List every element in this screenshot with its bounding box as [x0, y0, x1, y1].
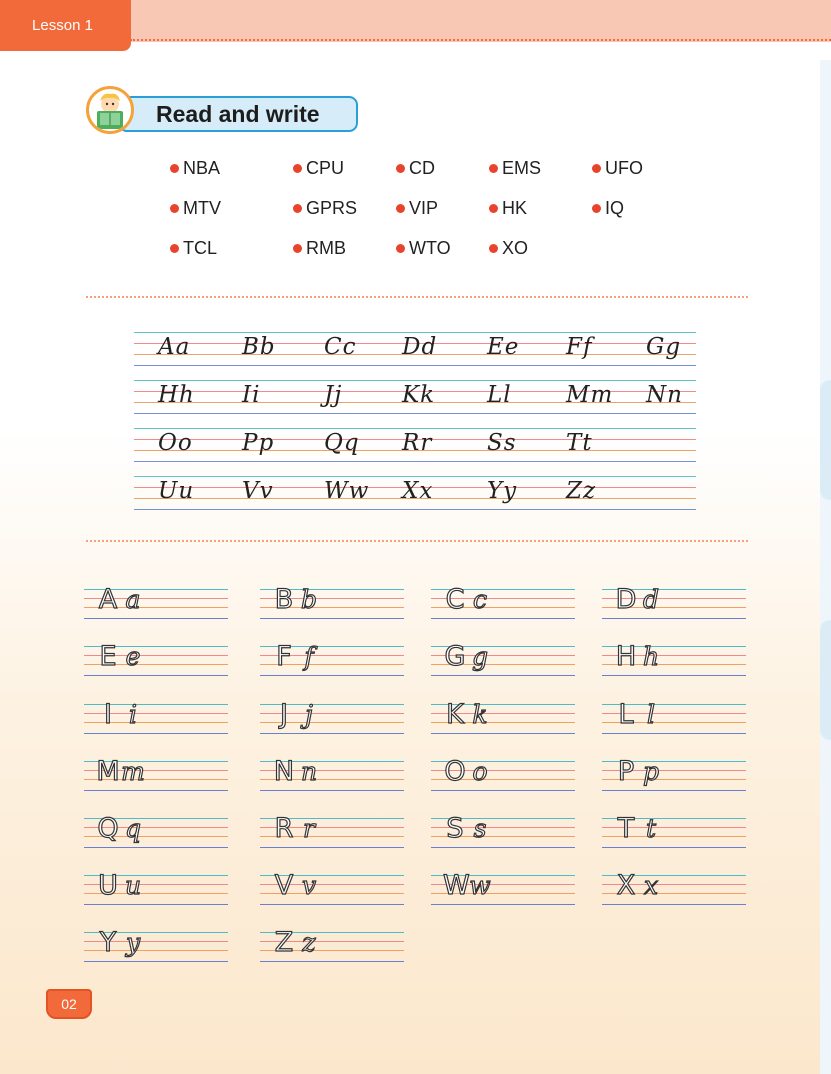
ruled-line [84, 904, 228, 905]
ruled-line [431, 847, 575, 848]
ruled-line [84, 790, 228, 791]
letter-pair: Ll [487, 382, 512, 408]
ruled-line [602, 733, 746, 734]
lowercase-letter: e [125, 642, 141, 671]
ruled-line [431, 675, 575, 676]
abbreviation-item [293, 198, 357, 219]
lowercase-letter: x [643, 871, 659, 900]
lowercase-letter: d [642, 585, 659, 614]
uppercase-letter: U [98, 870, 118, 901]
letter-glyphs [614, 754, 664, 790]
uppercase-letter: B [274, 584, 294, 615]
stroke-cell [602, 585, 746, 623]
uppercase-letter: G [444, 641, 466, 672]
letter-glyphs [272, 925, 322, 961]
stroke-cell [260, 642, 404, 680]
abbreviation-item [489, 158, 541, 179]
letter-pair: Mm [566, 382, 614, 408]
uppercase-letter: Y [99, 927, 117, 958]
section-title-box [118, 96, 358, 132]
lowercase-letter: h [642, 642, 660, 671]
abbreviation-item [489, 238, 528, 259]
stroke-cell [431, 642, 575, 680]
stroke-cell [84, 585, 228, 623]
letter-glyphs [272, 811, 322, 847]
ruled-line [84, 961, 228, 962]
letter-pair: Pp [242, 430, 275, 456]
abbreviation-item [293, 238, 346, 259]
ruled-line [431, 618, 575, 619]
bullet-dot [396, 164, 405, 173]
lowercase-letter: t [645, 814, 657, 843]
letter-glyphs [272, 697, 322, 733]
letter-pair: Gg [646, 334, 682, 360]
alphabet-row [134, 330, 696, 378]
ruled-line [260, 618, 404, 619]
letter-glyphs [272, 582, 322, 618]
bullet-dot [396, 204, 405, 213]
uppercase-letter: N [273, 756, 295, 787]
ruled-line [602, 618, 746, 619]
lowercase-letter: o [472, 757, 488, 786]
letter-glyphs [443, 697, 493, 733]
uppercase-letter: O [444, 756, 466, 787]
ruled-line [260, 790, 404, 791]
lowercase-letter: q [124, 814, 141, 843]
uppercase-letter: A [98, 584, 118, 615]
letter-pair: Xx [402, 478, 434, 504]
uppercase-letter: F [276, 641, 292, 672]
abbreviation-text: GPRS [306, 198, 358, 218]
uppercase-letter: S [446, 813, 464, 844]
ruled-line [84, 733, 228, 734]
ruled-line [260, 961, 404, 962]
letter-glyphs [272, 639, 322, 675]
stroke-cell [431, 871, 575, 909]
uppercase-letter: M [96, 756, 120, 787]
lowercase-letter: r [303, 814, 315, 843]
uppercase-letter: Q [97, 813, 119, 844]
abbreviation-item [396, 198, 438, 219]
abbreviation-text: TCL [183, 238, 218, 258]
ruled-line [602, 790, 746, 791]
lowercase-letter: b [300, 585, 317, 614]
letter-pair: Qq [324, 430, 360, 456]
uppercase-letter: E [99, 641, 117, 672]
uppercase-letter: P [617, 756, 635, 787]
letter-pair: Ee [487, 334, 520, 360]
letter-pair: Yy [487, 478, 518, 504]
ruled-line [602, 675, 746, 676]
abbreviation-text: UFO [605, 158, 643, 178]
letter-glyphs [96, 754, 146, 790]
lowercase-letter: m [121, 757, 145, 786]
abbreviation-item [592, 158, 643, 179]
letter-pair: Vv [242, 478, 274, 504]
section-title: Read and write [156, 100, 320, 127]
letter-pair: Kk [402, 382, 436, 408]
abbreviation-item [396, 238, 451, 259]
uppercase-letter: H [615, 641, 637, 672]
abbreviation-text: VIP [409, 198, 439, 218]
stroke-cell [260, 871, 404, 909]
lowercase-letter: n [300, 757, 318, 786]
letter-glyphs [443, 811, 493, 847]
stroke-cell [84, 642, 228, 680]
uppercase-letter: J [280, 699, 288, 730]
uppercase-letter: I [104, 699, 112, 730]
reading-boy-icon [86, 86, 134, 134]
ruled-line [602, 847, 746, 848]
letter-pair: Aa [158, 334, 191, 360]
letter-pair: Ii [242, 382, 261, 408]
ruled-line [134, 461, 696, 462]
lowercase-letter: j [305, 700, 313, 729]
ruled-line [602, 904, 746, 905]
ruled-line [84, 675, 228, 676]
lesson-label: Lesson 1 [32, 17, 93, 34]
uppercase-letter: C [445, 584, 465, 615]
letter-pair: Ff [566, 334, 593, 360]
ruled-line [260, 847, 404, 848]
stroke-cell [602, 757, 746, 795]
lowercase-letter: i [129, 700, 137, 729]
abbreviation-item [170, 238, 217, 259]
letter-pair: Zz [566, 478, 597, 504]
stroke-cell [260, 757, 404, 795]
abbreviation-item [396, 158, 435, 179]
stroke-cell [260, 585, 404, 623]
letter-glyphs [614, 868, 664, 904]
abbreviation-item [489, 198, 527, 219]
page-number-badge [46, 989, 92, 1019]
uppercase-letter: Z [274, 927, 294, 958]
uppercase-letter: L [618, 699, 634, 730]
abbreviation-text: EMS [502, 158, 542, 178]
ruled-line [134, 413, 696, 414]
abbreviation-text: CPU [306, 158, 345, 178]
bullet-dot [396, 244, 405, 253]
stroke-cell [602, 871, 746, 909]
letter-glyphs [96, 811, 146, 847]
abbreviation-item [170, 158, 220, 179]
stroke-cell [260, 928, 404, 966]
page-number: 02 [61, 996, 77, 1012]
lowercase-letter: g [471, 642, 488, 671]
right-edge-decoration [820, 60, 831, 1074]
abbreviation-text: HK [502, 198, 528, 218]
lowercase-letter: c [472, 585, 487, 614]
abbreviation-text: NBA [183, 158, 221, 178]
stroke-cell [602, 700, 746, 738]
letter-pair: Uu [158, 478, 195, 504]
uppercase-letter: X [616, 870, 636, 901]
letter-pair: Hh [158, 382, 195, 408]
uppercase-letter: K [446, 699, 464, 730]
lowercase-letter: y [125, 928, 141, 957]
lowercase-letter: v [301, 871, 317, 900]
stroke-cell [431, 814, 575, 852]
alphabet-grid [134, 330, 696, 522]
ruled-line [431, 790, 575, 791]
letter-pair: Nn [646, 382, 683, 408]
stroke-cell [260, 700, 404, 738]
letter-glyphs [614, 697, 664, 733]
stroke-cell [260, 814, 404, 852]
letter-glyphs [443, 582, 493, 618]
header-dotted-line [130, 39, 831, 41]
stroke-cell [84, 871, 228, 909]
ruled-line [260, 675, 404, 676]
abbreviation-text: RMB [306, 238, 346, 258]
stroke-cell [84, 757, 228, 795]
uppercase-letter: T [617, 813, 635, 844]
lowercase-letter: k [472, 700, 488, 729]
bullet-dot [489, 244, 498, 253]
abbreviation-text: CD [409, 158, 435, 178]
dotted-separator [86, 296, 748, 298]
letter-glyphs [96, 697, 146, 733]
letter-pair: Ss [487, 430, 517, 456]
stroke-cell [84, 700, 228, 738]
lowercase-letter: p [642, 757, 659, 786]
ruled-line [260, 733, 404, 734]
lowercase-letter: u [124, 871, 142, 900]
letter-glyphs [272, 868, 322, 904]
alphabet-row [134, 426, 696, 474]
alphabet-row [134, 474, 696, 522]
uppercase-letter: V [274, 870, 294, 901]
letter-glyphs [614, 582, 664, 618]
stroke-cell [602, 642, 746, 680]
letter-glyphs [96, 925, 146, 961]
bullet-dot [293, 204, 302, 213]
letter-pair: Ww [324, 478, 370, 504]
ruled-line [84, 618, 228, 619]
letter-pair: Dd [402, 334, 438, 360]
lowercase-letter: a [125, 585, 141, 614]
ruled-line [431, 733, 575, 734]
letter-glyphs [614, 639, 664, 675]
letter-glyphs [96, 868, 146, 904]
bullet-dot [170, 204, 179, 213]
abbreviation-text: WTO [409, 238, 451, 258]
ruled-line [134, 365, 696, 366]
lowercase-letter: l [647, 700, 655, 729]
edge-blob [820, 380, 831, 500]
lowercase-letter: z [302, 928, 316, 957]
uppercase-letter: D [615, 584, 637, 615]
abbreviation-item [170, 198, 221, 219]
letter-pair: Tt [566, 430, 593, 456]
bullet-dot [170, 164, 179, 173]
bullet-dot [293, 164, 302, 173]
stroke-cell [84, 814, 228, 852]
letter-glyphs [443, 639, 493, 675]
stroke-cell [431, 700, 575, 738]
bullet-dot [489, 204, 498, 213]
letter-glyphs [272, 754, 322, 790]
ruled-line [431, 904, 575, 905]
bullet-dot [592, 204, 601, 213]
abbreviation-text: IQ [605, 198, 625, 218]
abbreviation-text: MTV [183, 198, 221, 218]
letter-glyphs [443, 868, 493, 904]
stroke-cell [431, 585, 575, 623]
letter-pair: Cc [324, 334, 357, 360]
stroke-cell [431, 757, 575, 795]
letter-glyphs [443, 754, 493, 790]
bullet-dot [293, 244, 302, 253]
letter-glyphs [96, 639, 146, 675]
abbreviation-item [592, 198, 624, 219]
letter-pair: Rr [402, 430, 433, 456]
uppercase-letter: W [443, 870, 470, 901]
letter-pair: Oo [158, 430, 193, 456]
abbreviation-text: XO [502, 238, 529, 258]
bullet-dot [592, 164, 601, 173]
ruled-line [134, 509, 696, 510]
ruled-line [260, 904, 404, 905]
lowercase-letter: w [469, 871, 491, 900]
bullet-dot [489, 164, 498, 173]
lesson-tab [0, 0, 131, 51]
lowercase-letter: f [304, 642, 314, 671]
letter-glyphs [96, 582, 146, 618]
letter-pair: Bb [242, 334, 276, 360]
alphabet-row [134, 378, 696, 426]
dotted-separator [86, 540, 748, 542]
letter-pair: Jj [324, 382, 343, 408]
bullet-dot [170, 244, 179, 253]
uppercase-letter: R [274, 813, 294, 844]
stroke-cell [84, 928, 228, 966]
stroke-cell [602, 814, 746, 852]
ruled-line [84, 847, 228, 848]
edge-blob [820, 620, 831, 740]
lowercase-letter: s [473, 814, 487, 843]
letter-glyphs [614, 811, 664, 847]
abbreviation-item [293, 158, 344, 179]
